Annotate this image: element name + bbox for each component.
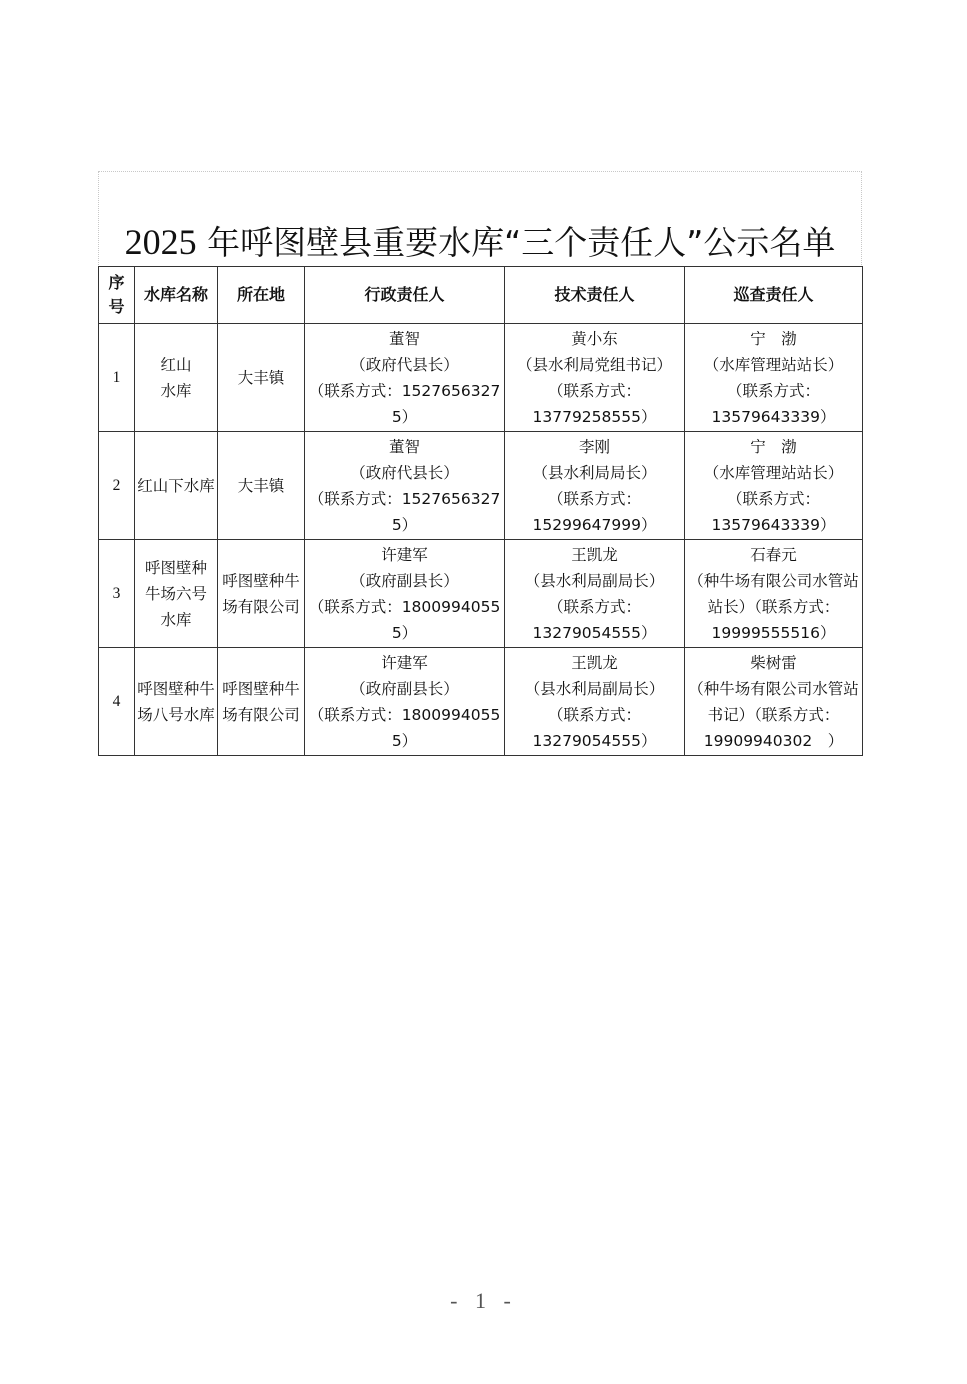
cell-line: （政府代县长）: [350, 463, 459, 482]
cell-administrative: [305, 432, 505, 540]
cell-administrative: [305, 648, 505, 756]
cell-reservoir: [135, 540, 218, 648]
table-row: [99, 432, 863, 540]
header-index: 序号: [99, 267, 135, 324]
cell-line: （联系方式：: [726, 381, 820, 400]
cell-line: 13279054555）: [532, 623, 657, 642]
cell-reservoir: [135, 432, 218, 540]
cell-line: （联系方式：15276563275）: [308, 381, 501, 426]
cell-line: （水库管理站站长）: [703, 355, 844, 374]
cell-line: （种牛场有限公司水管站: [688, 679, 859, 698]
cell-line: （县水利局副局长）: [524, 679, 665, 698]
cell-reservoir: [135, 324, 218, 432]
cell-line: 场有限公司: [222, 705, 300, 724]
cell-line: 石春元: [750, 545, 797, 564]
cell-line: （政府副县长）: [350, 571, 459, 590]
cell-index: 3: [99, 540, 135, 648]
cell-line: （政府代县长）: [350, 355, 459, 374]
cell-line: （联系方式：: [547, 489, 641, 508]
cell-line: 红山下水库: [137, 476, 215, 495]
cell-line: （政府副县长）: [350, 679, 459, 698]
cell-line: 许建军: [381, 545, 428, 564]
cell-technical: [505, 648, 685, 756]
cell-line: （联系方式：15276563275）: [308, 489, 501, 534]
document-title: [98, 218, 862, 267]
title-text: 年呼图壁县重要水库“三个责任人”公示名单: [196, 223, 836, 262]
header-reservoir: 水库名称: [135, 267, 218, 324]
cell-line: 19909940302 ）: [703, 731, 844, 750]
cell-administrative: [305, 540, 505, 648]
cell-line: 15299647999）: [532, 515, 657, 534]
cell-reservoir: [135, 648, 218, 756]
cell-line: 19999555516）: [711, 623, 836, 642]
cell-line: 董智: [388, 329, 420, 348]
cell-line: 宁 渤: [750, 329, 797, 348]
cell-line: 水库: [160, 610, 192, 629]
cell-line: （联系方式：: [726, 489, 820, 508]
cell-line: （联系方式：18009940555）: [308, 597, 501, 642]
cell-line: （联系方式：: [547, 597, 641, 616]
cell-index: 1: [99, 324, 135, 432]
cell-line: 13579643339）: [711, 407, 836, 426]
cell-line: 呼图壁种牛: [222, 679, 300, 698]
cell-line: 王凯龙: [571, 545, 618, 564]
header-patrol: 巡查责任人: [685, 267, 863, 324]
cell-technical: [505, 540, 685, 648]
cell-patrol: [685, 324, 863, 432]
reservoir-responsibility-table: [98, 266, 863, 756]
header-row: [99, 267, 863, 324]
cell-line: 大丰镇: [237, 476, 285, 495]
cell-line: （联系方式：18009940555）: [308, 705, 501, 750]
cell-line: （县水利局局长）: [532, 463, 657, 482]
header-location: 所在地: [218, 267, 305, 324]
cell-line: 呼图壁种: [144, 558, 207, 577]
cell-patrol: [685, 648, 863, 756]
cell-line: 李刚: [578, 437, 610, 456]
page-number: - 1 -: [450, 1288, 517, 1313]
cell-location: [218, 648, 305, 756]
header-technical: 技术责任人: [505, 267, 685, 324]
cell-location: [218, 432, 305, 540]
cell-line: 水库: [160, 381, 192, 400]
cell-index: 2: [99, 432, 135, 540]
cell-location: [218, 540, 305, 648]
cell-technical: [505, 324, 685, 432]
title-year: 2025: [124, 222, 197, 262]
cell-line: （县水利局党组书记）: [516, 355, 672, 374]
cell-location: [218, 324, 305, 432]
cell-line: 13579643339）: [711, 515, 836, 534]
cell-line: 黄小东: [571, 329, 618, 348]
cell-technical: [505, 432, 685, 540]
cell-line: 牛场六号: [144, 584, 207, 603]
cell-line: 场八号水库: [137, 705, 215, 724]
table-row: [99, 324, 863, 432]
cell-line: 许建军: [381, 653, 428, 672]
header-administrative: 行政责任人: [305, 267, 505, 324]
cell-line: （县水利局副局长）: [524, 571, 665, 590]
cell-patrol: [685, 432, 863, 540]
cell-line: 呼图壁种牛: [137, 679, 215, 698]
cell-administrative: [305, 324, 505, 432]
cell-line: 站长）（联系方式：: [707, 597, 840, 616]
cell-line: （种牛场有限公司水管站: [688, 571, 859, 590]
table-body: [99, 324, 863, 756]
cell-line: 董智: [388, 437, 420, 456]
cell-line: 大丰镇: [237, 368, 285, 387]
cell-line: 王凯龙: [571, 653, 618, 672]
cell-patrol: [685, 540, 863, 648]
cell-line: 场有限公司: [222, 597, 300, 616]
cell-line: 13279054555）: [532, 731, 657, 750]
cell-line: 书记）（联系方式：: [707, 705, 840, 724]
cell-line: 宁 渤: [750, 437, 797, 456]
cell-line: 13779258555）: [532, 407, 657, 426]
cell-line: 红山: [160, 355, 192, 374]
table-row: [99, 648, 863, 756]
cell-line: （联系方式：: [547, 381, 641, 400]
table-row: [99, 540, 863, 648]
cell-line: （联系方式：: [547, 705, 641, 724]
cell-line: （水库管理站站长）: [703, 463, 844, 482]
cell-line: 柴树雷: [750, 653, 797, 672]
cell-index: 4: [99, 648, 135, 756]
cell-line: 呼图壁种牛: [222, 571, 300, 590]
